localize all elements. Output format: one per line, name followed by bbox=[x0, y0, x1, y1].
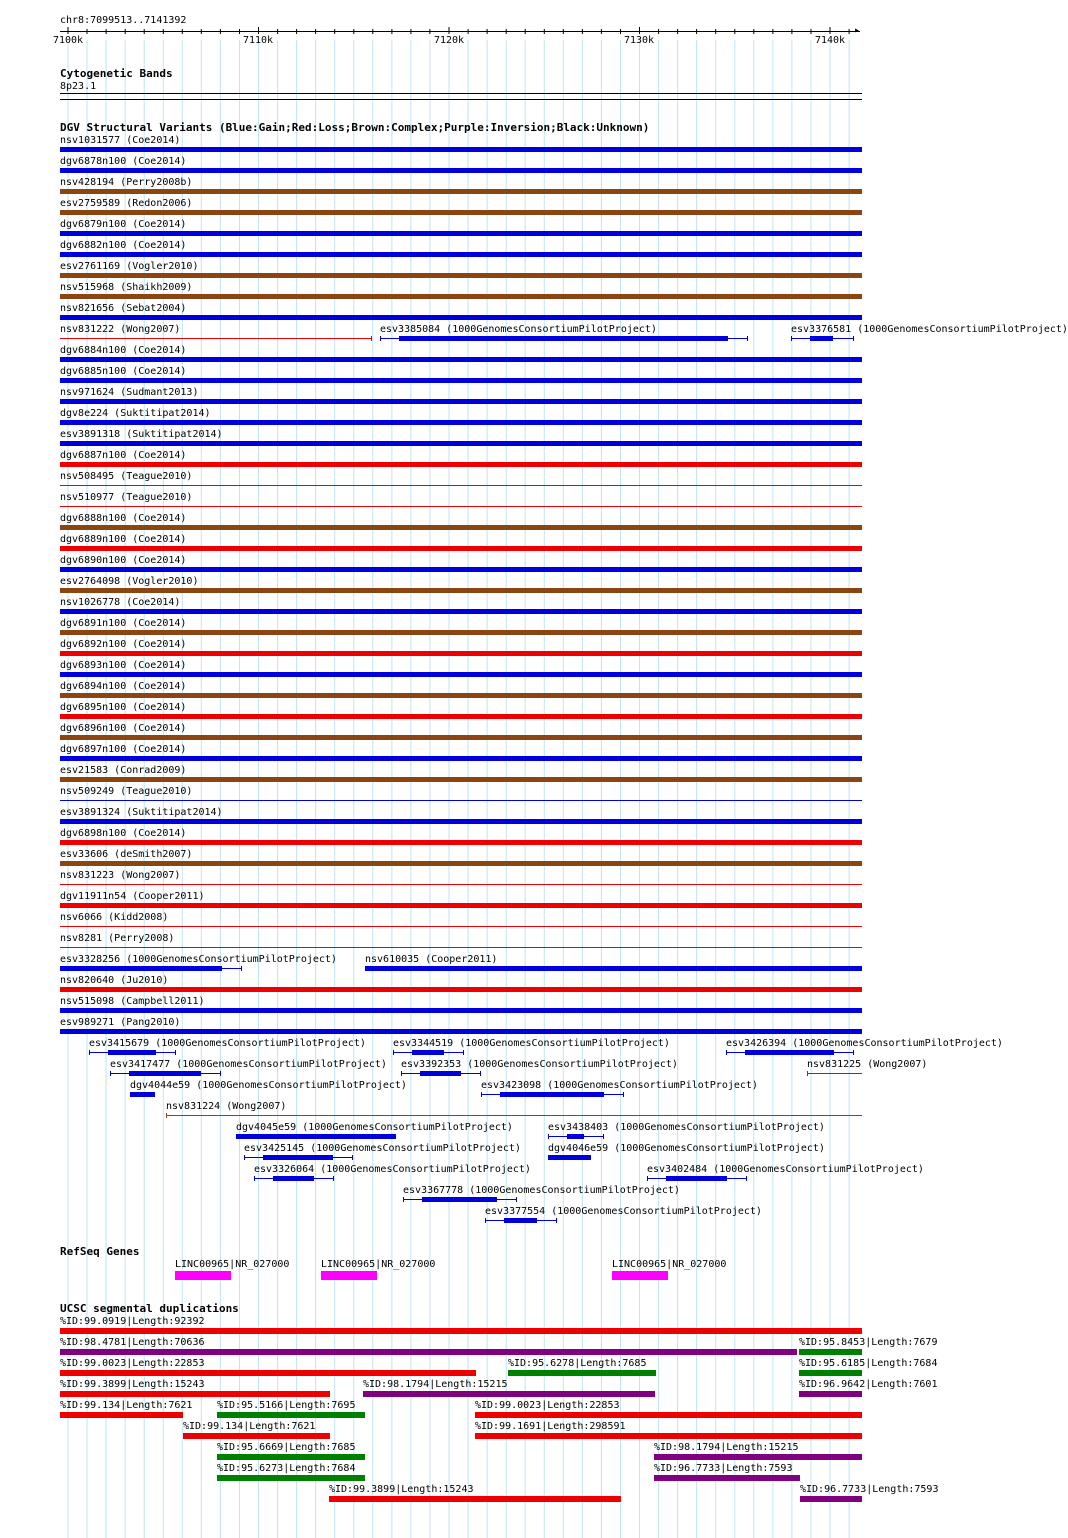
dgv-variant-label[interactable]: nsv971624 (Sudmant2013) bbox=[60, 387, 199, 398]
dgv-variant-bar[interactable] bbox=[60, 567, 862, 572]
segdup-label[interactable]: %ID:99.3899|Length:15243 bbox=[60, 1379, 205, 1390]
segdup-bar[interactable] bbox=[329, 1496, 621, 1502]
feature-range-cap[interactable] bbox=[807, 1071, 808, 1076]
dgv-variant-label[interactable]: nsv510977 (Teague2010) bbox=[60, 492, 193, 503]
dgv-variant-bar[interactable] bbox=[60, 800, 862, 801]
feature-range-cap[interactable] bbox=[254, 1176, 255, 1181]
segdup-label[interactable]: %ID:96.7733|Length:7593 bbox=[800, 1484, 939, 1495]
dgv-variant-bar[interactable] bbox=[60, 777, 862, 782]
dgv-variant-label[interactable]: esv3438403 (1000GenomesConsortiumPilotProject) bbox=[548, 1122, 825, 1133]
feature-range-cap[interactable] bbox=[175, 1050, 176, 1055]
segdup-bar[interactable] bbox=[799, 1391, 862, 1397]
ruler-tick-label: 7130k bbox=[623, 35, 655, 46]
segdup-bar[interactable] bbox=[654, 1475, 800, 1481]
feature-range-cap[interactable] bbox=[333, 1176, 334, 1181]
gene-glyph[interactable] bbox=[321, 1271, 377, 1280]
segdup-label[interactable]: %ID:98.1794|Length:15215 bbox=[363, 1379, 508, 1390]
segdup-bar[interactable] bbox=[799, 1370, 862, 1376]
dgv-variant-label[interactable]: dgv6878n100 (Coe2014) bbox=[60, 156, 187, 167]
feature-glyph[interactable] bbox=[420, 1071, 461, 1076]
feature-range-cap[interactable] bbox=[481, 1092, 482, 1097]
dgv-variant-label[interactable]: dgv6892n100 (Coe2014) bbox=[60, 639, 187, 650]
dgv-variant-label[interactable]: dgv6889n100 (Coe2014) bbox=[60, 534, 187, 545]
ruler-tick-label: 7110k bbox=[242, 35, 274, 46]
dgv-variant-label[interactable]: esv3891318 (Suktitipat2014) bbox=[60, 429, 223, 440]
dgv-variant-bar[interactable] bbox=[60, 546, 862, 551]
cytoband-label[interactable]: 8p23.1 bbox=[60, 81, 97, 92]
track-title: DGV Structural Variants (Blue:Gain;Red:Loss;Brown:Complex;Purple:Inversion;Black:Unknown) bbox=[60, 121, 650, 134]
dgv-variant-bar[interactable] bbox=[60, 756, 862, 761]
dgv-variant-label[interactable]: esv3367778 (1000GenomesConsortiumPilotProject) bbox=[403, 1185, 680, 1196]
dgv-variant-bar[interactable] bbox=[60, 273, 862, 278]
dgv-variant-bar[interactable] bbox=[236, 1134, 396, 1139]
feature-glyph[interactable] bbox=[745, 1050, 834, 1055]
dgv-variant-label[interactable]: esv2764098 (Vogler2010) bbox=[60, 576, 199, 587]
ruler-tick-label: 7100k bbox=[52, 35, 84, 46]
segdup-bar[interactable] bbox=[60, 1370, 476, 1376]
dgv-variant-bar[interactable] bbox=[60, 903, 862, 908]
segdup-label[interactable]: %ID:99.0023|Length:22853 bbox=[60, 1358, 205, 1369]
segdup-label[interactable]: %ID:99.1691|Length:298591 bbox=[475, 1421, 626, 1432]
segdup-bar[interactable] bbox=[60, 1328, 862, 1334]
dgv-variant-label[interactable]: nsv831225 (Wong2007) bbox=[807, 1059, 928, 1070]
gene-label[interactable]: LINC00965|NR_027000 bbox=[175, 1259, 290, 1270]
feature-glyph[interactable] bbox=[108, 1050, 156, 1055]
segdup-bar[interactable] bbox=[654, 1454, 862, 1460]
gene-label[interactable]: LINC00965|NR_027000 bbox=[612, 1259, 727, 1270]
dgv-variant-label[interactable]: nsv610035 (Cooper2011) bbox=[365, 954, 498, 965]
feature-glyph[interactable] bbox=[263, 1155, 333, 1160]
dgv-variant-label[interactable]: nsv6066 (Kidd2008) bbox=[60, 912, 169, 923]
dgv-variant-bar[interactable] bbox=[60, 231, 862, 236]
dgv-variant-label[interactable]: nsv508495 (Teague2010) bbox=[60, 471, 193, 482]
feature-range-cap[interactable] bbox=[556, 1218, 557, 1223]
dgv-variant-label[interactable]: dgv6894n100 (Coe2014) bbox=[60, 681, 187, 692]
dgv-variant-bar[interactable] bbox=[60, 926, 862, 927]
feature-range-cap[interactable] bbox=[480, 1071, 481, 1076]
segdup-label[interactable]: %ID:99.0023|Length:22853 bbox=[475, 1400, 620, 1411]
dgv-variant-bar[interactable] bbox=[60, 1029, 862, 1034]
dgv-variant-label[interactable]: esv3426394 (1000GenomesConsortiumPilotProject) bbox=[726, 1038, 1003, 1049]
feature-glyph[interactable] bbox=[273, 1176, 314, 1181]
segdup-bar[interactable] bbox=[363, 1391, 655, 1397]
dgv-variant-label[interactable]: esv3328256 (1000GenomesConsortiumPilotProject) bbox=[60, 954, 337, 965]
dgv-variant-bar[interactable] bbox=[60, 525, 862, 530]
feature-range-cap[interactable] bbox=[110, 1071, 111, 1076]
feature-range-cap[interactable] bbox=[853, 1050, 854, 1055]
dgv-variant-label[interactable]: dgv6887n100 (Coe2014) bbox=[60, 450, 187, 461]
dgv-variant-bar[interactable] bbox=[60, 506, 862, 507]
dgv-variant-label[interactable]: esv3326064 (1000GenomesConsortiumPilotProject) bbox=[254, 1164, 531, 1175]
dgv-variant-bar[interactable] bbox=[60, 609, 862, 614]
dgv-variant-label[interactable]: dgv6884n100 (Coe2014) bbox=[60, 345, 187, 356]
feature-range-cap[interactable] bbox=[791, 336, 792, 341]
segdup-label[interactable]: %ID:95.8453|Length:7679 bbox=[799, 1337, 938, 1348]
segdup-label[interactable]: %ID:98.4781|Length:70636 bbox=[60, 1337, 205, 1348]
track-title: RefSeq Genes bbox=[60, 1245, 140, 1258]
dgv-variant-label[interactable]: dgv6888n100 (Coe2014) bbox=[60, 513, 187, 524]
dgv-variant-label[interactable]: dgv6879n100 (Coe2014) bbox=[60, 219, 187, 230]
segdup-label[interactable]: %ID:99.134|Length:7621 bbox=[183, 1421, 316, 1432]
dgv-variant-label[interactable]: esv2761169 (Vogler2010) bbox=[60, 261, 199, 272]
dgv-variant-label[interactable]: dgv4044e59 (1000GenomesConsortiumPilotProject) bbox=[130, 1080, 407, 1091]
dgv-variant-bar[interactable] bbox=[60, 189, 862, 194]
ruler-arrow-icon: ▸ bbox=[854, 25, 861, 36]
segdup-label[interactable]: %ID:95.6278|Length:7685 bbox=[508, 1358, 647, 1369]
dgv-variant-bar[interactable] bbox=[60, 588, 862, 593]
dgv-variant-label[interactable]: esv3402484 (1000GenomesConsortiumPilotProject) bbox=[647, 1164, 924, 1175]
dgv-variant-label[interactable]: dgv4045e59 (1000GenomesConsortiumPilotProject) bbox=[236, 1122, 513, 1133]
dgv-variant-label[interactable]: nsv831224 (Wong2007) bbox=[166, 1101, 287, 1112]
feature-range-cap[interactable] bbox=[244, 1155, 245, 1160]
segdup-bar[interactable] bbox=[475, 1412, 862, 1418]
dgv-variant-label[interactable]: nsv1031577 (Coe2014) bbox=[60, 135, 181, 146]
dgv-variant-bar[interactable] bbox=[60, 693, 862, 698]
dgv-variant-label[interactable]: nsv821656 (Sebat2004) bbox=[60, 303, 187, 314]
feature-glyph[interactable] bbox=[399, 336, 728, 341]
dgv-variant-bar[interactable] bbox=[60, 840, 862, 845]
feature-glyph[interactable] bbox=[412, 1050, 444, 1055]
feature-range-cap[interactable] bbox=[403, 1197, 404, 1202]
dgv-variant-bar[interactable] bbox=[365, 966, 862, 971]
feature-range-cap[interactable] bbox=[393, 1050, 394, 1055]
feature-range-cap[interactable] bbox=[220, 1071, 221, 1076]
feature-glyph[interactable] bbox=[504, 1218, 537, 1223]
feature-range-cap[interactable] bbox=[463, 1050, 464, 1055]
dgv-variant-label[interactable]: nsv8281 (Perry2008) bbox=[60, 933, 175, 944]
dgv-variant-bar[interactable] bbox=[60, 651, 862, 656]
feature-glyph[interactable] bbox=[567, 1134, 584, 1139]
feature-range-cap[interactable] bbox=[853, 336, 854, 341]
dgv-variant-label[interactable]: nsv509249 (Teague2010) bbox=[60, 786, 193, 797]
feature-glyph[interactable] bbox=[810, 336, 833, 341]
dgv-variant-label[interactable]: dgv8e224 (Suktitipat2014) bbox=[60, 408, 211, 419]
dgv-variant-label[interactable]: dgv6885n100 (Coe2014) bbox=[60, 366, 187, 377]
dgv-variant-label[interactable]: nsv831223 (Wong2007) bbox=[60, 870, 181, 881]
segdup-label[interactable]: %ID:99.0919|Length:92392 bbox=[60, 1316, 205, 1327]
dgv-variant-bar[interactable] bbox=[60, 210, 862, 215]
dgv-variant-label[interactable]: esv33606 (deSmith2007) bbox=[60, 849, 193, 860]
feature-range-cap[interactable] bbox=[726, 1050, 727, 1055]
feature-range-cap[interactable] bbox=[746, 1176, 747, 1181]
dgv-variant-bar[interactable] bbox=[166, 1115, 862, 1116]
dgv-variant-label[interactable]: dgv6895n100 (Coe2014) bbox=[60, 702, 187, 713]
dgv-variant-bar[interactable] bbox=[548, 1155, 591, 1160]
dgv-variant-bar[interactable] bbox=[60, 252, 862, 257]
dgv-variant-bar[interactable] bbox=[60, 672, 862, 677]
dgv-variant-label[interactable]: dgv6891n100 (Coe2014) bbox=[60, 618, 187, 629]
dgv-variant-label[interactable]: nsv1026778 (Coe2014) bbox=[60, 597, 181, 608]
dgv-variant-bar[interactable] bbox=[60, 378, 862, 383]
dgv-variant-label[interactable]: dgv6882n100 (Coe2014) bbox=[60, 240, 187, 251]
feature-range-cap[interactable] bbox=[647, 1176, 648, 1181]
dgv-variant-bar[interactable] bbox=[60, 399, 862, 404]
feature-range-cap[interactable] bbox=[166, 1113, 167, 1118]
dgv-variant-bar[interactable] bbox=[807, 1073, 862, 1074]
segdup-label[interactable]: %ID:96.7733|Length:7593 bbox=[654, 1463, 793, 1474]
dgv-variant-label[interactable]: esv2759589 (Redon2006) bbox=[60, 198, 193, 209]
segdup-bar[interactable] bbox=[183, 1433, 330, 1439]
segdup-label[interactable]: %ID:95.5166|Length:7695 bbox=[217, 1400, 356, 1411]
dgv-variant-label[interactable]: dgv6896n100 (Coe2014) bbox=[60, 723, 187, 734]
segdup-label[interactable]: %ID:99.134|Length:7621 bbox=[60, 1400, 193, 1411]
dgv-variant-bar[interactable] bbox=[60, 441, 862, 446]
dgv-variant-label[interactable]: dgv4046e59 (1000GenomesConsortiumPilotProject) bbox=[548, 1143, 825, 1154]
dgv-variant-label[interactable]: esv21583 (Conrad2009) bbox=[60, 765, 187, 776]
segdup-bar[interactable] bbox=[508, 1370, 656, 1376]
dgv-variant-label[interactable]: nsv515968 (Shaikh2009) bbox=[60, 282, 193, 293]
segdup-bar[interactable] bbox=[60, 1349, 797, 1355]
dgv-variant-label[interactable]: nsv831222 (Wong2007) bbox=[60, 324, 181, 335]
feature-glyph[interactable] bbox=[422, 1197, 497, 1202]
dgv-variant-label[interactable]: esv3377554 (1000GenomesConsortiumPilotProject) bbox=[485, 1206, 762, 1217]
dgv-variant-bar[interactable] bbox=[60, 315, 862, 320]
feature-range-cap[interactable] bbox=[241, 966, 242, 971]
dgv-variant-label[interactable]: esv3344519 (1000GenomesConsortiumPilotProject) bbox=[393, 1038, 670, 1049]
dgv-variant-label[interactable]: esv989271 (Pang2010) bbox=[60, 1017, 181, 1028]
feature-range-cap[interactable] bbox=[747, 336, 748, 341]
dgv-variant-label[interactable]: dgv6898n100 (Coe2014) bbox=[60, 828, 187, 839]
feature-glyph[interactable] bbox=[666, 1176, 727, 1181]
segdup-label[interactable]: %ID:95.6669|Length:7685 bbox=[217, 1442, 356, 1453]
dgv-variant-bar[interactable] bbox=[60, 884, 862, 885]
dgv-variant-bar[interactable] bbox=[60, 861, 862, 866]
feature-range-cap[interactable] bbox=[352, 1155, 353, 1160]
segdup-label[interactable]: %ID:96.9642|Length:7601 bbox=[799, 1379, 938, 1390]
segdup-label[interactable]: %ID:98.1794|Length:15215 bbox=[654, 1442, 799, 1453]
dgv-variant-bar[interactable] bbox=[60, 630, 862, 635]
dgv-variant-label[interactable]: esv3425145 (1000GenomesConsortiumPilotProject) bbox=[244, 1143, 521, 1154]
feature-range-cap[interactable] bbox=[623, 1092, 624, 1097]
segdup-bar[interactable] bbox=[60, 1412, 183, 1418]
dgv-variant-bar[interactable] bbox=[60, 357, 862, 362]
segdup-label[interactable]: %ID:99.3899|Length:15243 bbox=[329, 1484, 474, 1495]
feature-range-cap[interactable] bbox=[380, 336, 381, 341]
feature-range-cap[interactable] bbox=[516, 1197, 517, 1202]
segdup-bar[interactable] bbox=[217, 1454, 365, 1460]
feature-range-line[interactable] bbox=[222, 968, 242, 969]
dgv-variant-label[interactable]: dgv11911n54 (Cooper2011) bbox=[60, 891, 205, 902]
dgv-variant-bar[interactable] bbox=[60, 987, 862, 992]
dgv-variant-label[interactable]: esv3376581 (1000GenomesConsortiumPilotProject) bbox=[791, 324, 1068, 335]
dgv-variant-bar[interactable] bbox=[60, 714, 862, 719]
ruler-tick-label: 7140k bbox=[814, 35, 846, 46]
dgv-variant-label[interactable]: nsv515098 (Campbell2011) bbox=[60, 996, 205, 1007]
dgv-variant-label[interactable]: dgv6890n100 (Coe2014) bbox=[60, 555, 187, 566]
gene-label[interactable]: LINC00965|NR_027000 bbox=[321, 1259, 436, 1270]
dgv-variant-bar[interactable] bbox=[60, 819, 862, 824]
dgv-variant-bar[interactable] bbox=[60, 462, 862, 467]
dgv-variant-label[interactable]: esv3891324 (Suktitipat2014) bbox=[60, 807, 223, 818]
feature-range-cap[interactable] bbox=[371, 336, 372, 341]
feature-range-cap[interactable] bbox=[548, 1134, 549, 1139]
dgv-variant-label[interactable]: dgv6893n100 (Coe2014) bbox=[60, 660, 187, 671]
dgv-variant-bar[interactable] bbox=[60, 147, 862, 152]
dgv-variant-label[interactable]: esv3385084 (1000GenomesConsortiumPilotProject) bbox=[380, 324, 657, 335]
dgv-variant-label[interactable]: esv3392353 (1000GenomesConsortiumPilotProject) bbox=[401, 1059, 678, 1070]
segdup-bar[interactable] bbox=[799, 1349, 862, 1355]
segdup-label[interactable]: %ID:95.6273|Length:7684 bbox=[217, 1463, 356, 1474]
region-label: chr8:7099513..7141392 bbox=[60, 15, 187, 26]
segdup-label[interactable]: %ID:95.6185|Length:7684 bbox=[799, 1358, 938, 1369]
dgv-variant-label[interactable]: esv3423098 (1000GenomesConsortiumPilotProject) bbox=[481, 1080, 758, 1091]
feature-glyph[interactable] bbox=[129, 1071, 201, 1076]
track-title: UCSC segmental duplications bbox=[60, 1302, 239, 1315]
segdup-bar[interactable] bbox=[475, 1433, 862, 1439]
segdup-bar[interactable] bbox=[217, 1475, 365, 1481]
dgv-variant-label[interactable]: esv3417477 (1000GenomesConsortiumPilotProject) bbox=[110, 1059, 387, 1070]
segdup-bar[interactable] bbox=[60, 1391, 330, 1397]
track-title: Cytogenetic Bands bbox=[60, 67, 173, 80]
dgv-variant-bar[interactable] bbox=[60, 420, 862, 425]
feature-range-cap[interactable] bbox=[485, 1218, 486, 1223]
dgv-variant-bar[interactable] bbox=[60, 735, 862, 740]
dgv-variant-bar[interactable] bbox=[60, 947, 862, 948]
feature-range-cap[interactable] bbox=[603, 1134, 604, 1139]
dgv-variant-bar[interactable] bbox=[60, 294, 862, 299]
feature-glyph[interactable] bbox=[500, 1092, 604, 1097]
feature-range-cap[interactable] bbox=[401, 1071, 402, 1076]
ruler-tick-label: 7120k bbox=[433, 35, 465, 46]
gene-glyph[interactable] bbox=[612, 1271, 668, 1280]
feature-range-cap[interactable] bbox=[89, 1050, 90, 1055]
dgv-variant-label[interactable]: esv3415679 (1000GenomesConsortiumPilotProject) bbox=[89, 1038, 366, 1049]
segdup-bar[interactable] bbox=[800, 1496, 862, 1502]
dgv-variant-label[interactable]: nsv820640 (Ju2010) bbox=[60, 975, 169, 986]
dgv-variant-bar[interactable] bbox=[60, 168, 862, 173]
dgv-variant-bar[interactable] bbox=[130, 1092, 155, 1097]
dgv-variant-bar[interactable] bbox=[60, 1008, 862, 1013]
dgv-variant-bar[interactable] bbox=[60, 338, 372, 339]
gene-glyph[interactable] bbox=[175, 1271, 231, 1280]
dgv-variant-label[interactable]: dgv6897n100 (Coe2014) bbox=[60, 744, 187, 755]
segdup-bar[interactable] bbox=[217, 1412, 365, 1418]
dgv-variant-bar[interactable] bbox=[60, 485, 862, 486]
dgv-variant-bar[interactable] bbox=[60, 966, 222, 971]
dgv-variant-label[interactable]: nsv428194 (Perry2008b) bbox=[60, 177, 193, 188]
